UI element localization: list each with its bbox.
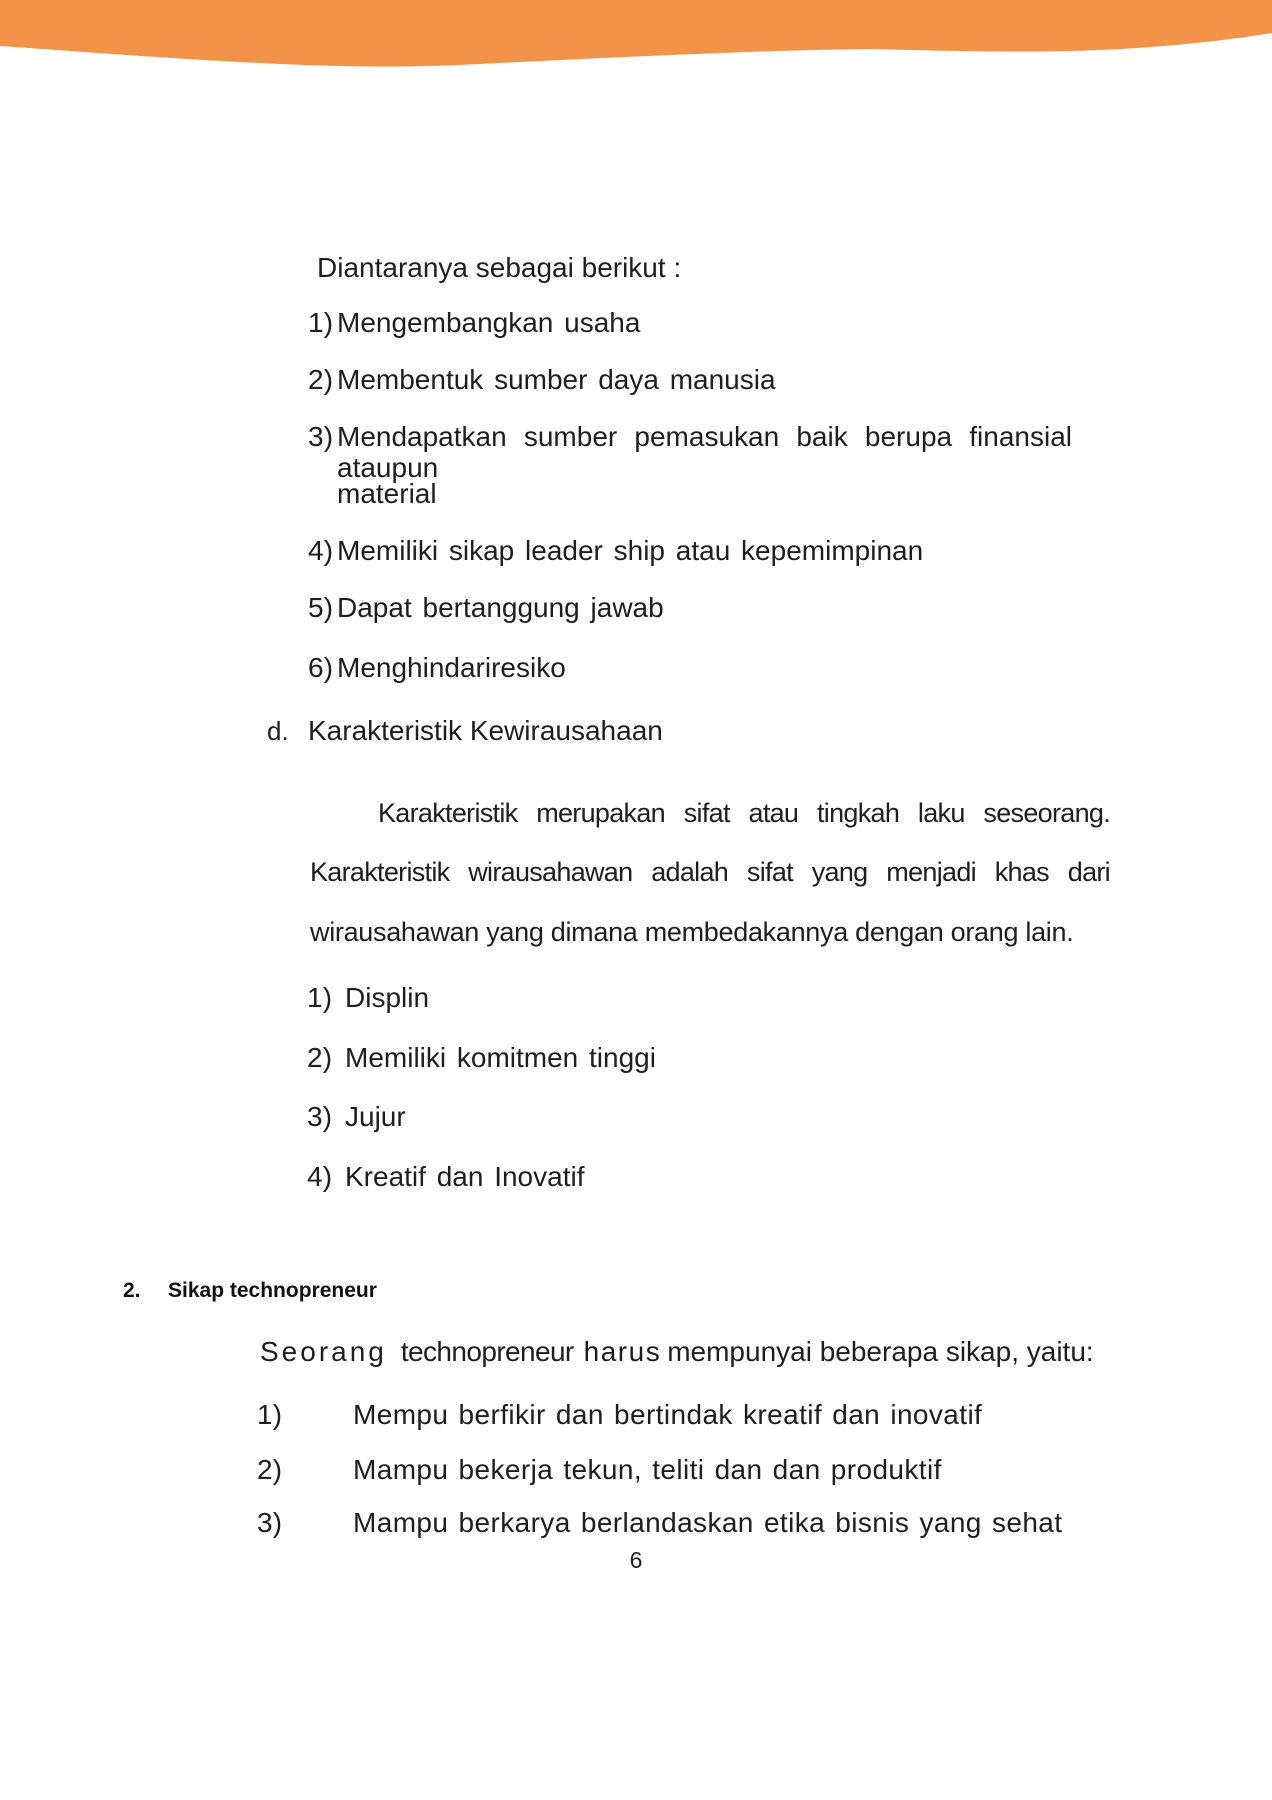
list-item-number: 3): [308, 421, 334, 452]
section-2-title: Sikap technopreneur: [168, 1279, 377, 1302]
list-item-text: Kreatif dan Inovatif: [345, 1161, 585, 1192]
list-item-text: Menghindariresiko: [337, 652, 566, 683]
list-item-number: 1): [307, 982, 333, 1013]
list-item-number: 2): [308, 364, 334, 395]
list-item-number: 3): [307, 1101, 333, 1132]
paragraph-line: Karakteristik wirausahawan adalah sifat yang menjadi khas dari: [310, 858, 1110, 887]
list-item-number: 1): [308, 307, 334, 338]
list-item-text: Dapat bertanggung jawab: [337, 592, 664, 623]
section-d-title: Karakteristik Kewirausahaan: [308, 715, 663, 746]
list-item-number: 6): [308, 652, 334, 683]
list-item-text: Mempu berfikir dan bertindak kreatif dan inovatif: [353, 1399, 983, 1430]
header-wave: [0, 0, 1272, 80]
section-2-label: 2.: [123, 1279, 141, 1302]
list-item-text: Mendapatkan sumber pemasukan baik berupa finansial ataupun: [337, 422, 1072, 483]
list-item-text: Mampu berkarya berlandaskan etika bisnis yang sehat: [353, 1507, 1063, 1538]
paragraph-line: wirausahawan yang dimana membedakannya dengan orang lain.: [310, 917, 1074, 947]
list-item-number: 5): [308, 592, 334, 623]
sikap-intro-technopreneur: technopreneur: [400, 1336, 574, 1367]
paragraph-line: Karakteristik merupakan sifat atau tingkah laku seseorang.: [378, 799, 1110, 828]
list-item-text: Jujur: [345, 1101, 406, 1132]
section-d-label: d.: [267, 716, 289, 746]
list-item-number: 2): [307, 1042, 333, 1073]
list-item-text: Mampu bekerja tekun, teliti dan dan produktif: [353, 1454, 942, 1485]
header-wave-shape: [0, 0, 1272, 67]
sikap-intro-seorang: Seorang: [260, 1336, 387, 1367]
list-item-number: 4): [307, 1161, 333, 1192]
sikap-intro-harus: harus: [583, 1336, 662, 1367]
list-item-text: Memiliki komitmen tinggi: [345, 1042, 656, 1073]
list-item-text: Displin: [345, 982, 430, 1013]
intro-line: Diantaranya sebagai berikut :: [317, 252, 682, 283]
list-item-text: Membentuk sumber daya manusia: [337, 364, 776, 395]
list-item-text: Mengembangkan usaha: [337, 307, 641, 338]
list-item-number: 2): [257, 1454, 283, 1485]
sikap-intro-rest: mempunyai beberapa sikap, yaitu:: [667, 1336, 1094, 1367]
list-item-number: 3): [257, 1507, 283, 1538]
sikap-intro-line: [260, 1337, 1094, 1368]
page-number: 6: [629, 1547, 643, 1573]
list-item-text: Memiliki sikap leader ship atau kepemimpinan: [337, 535, 924, 566]
list-item-number: 4): [308, 535, 334, 566]
list-item-continuation: material: [337, 478, 437, 509]
list-item-number: 1): [257, 1399, 283, 1430]
